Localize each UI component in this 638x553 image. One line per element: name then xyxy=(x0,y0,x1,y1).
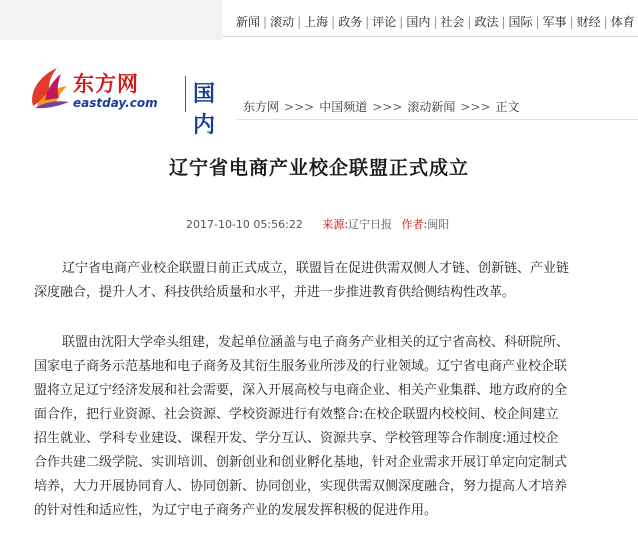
nav-separator: | xyxy=(467,15,472,29)
breadcrumb-china-channel[interactable]: 中国频道 xyxy=(319,100,368,114)
top-nav xyxy=(236,13,635,30)
logo-domain: eastday.com xyxy=(73,96,158,110)
nav-separator: | xyxy=(331,15,336,29)
breadcrumb-scroll-news[interactable]: 滚动新闻 xyxy=(407,100,456,114)
breadcrumb-separator: >>> xyxy=(284,100,315,114)
logo-section-name: 国内 xyxy=(193,82,216,138)
nav-link-society[interactable]: 社会 xyxy=(440,15,465,29)
eastday-logo-icon xyxy=(27,62,71,110)
paragraph-line: 合作共建二级学院、实训培训、创新创业和创业孵化基地，针对企业需求开展订单定向定制式 xyxy=(34,455,568,470)
site-logo[interactable] xyxy=(27,62,227,138)
paragraph-line: 招生就业、学科专业建设、课程开发、学分互认、资源共享、学校管理等合作制度:通过校企 xyxy=(34,431,559,446)
logo-divider xyxy=(185,76,186,112)
nav-separator: | xyxy=(603,15,608,29)
nav-link-comment[interactable]: 评论 xyxy=(372,15,397,29)
breadcrumb-home[interactable]: 东方网 xyxy=(243,100,280,114)
nav-separator: | xyxy=(365,15,370,29)
breadcrumb xyxy=(243,98,520,115)
paragraph-line: 深度融合，提升人才、科技供给质量和水平，并进一步推进教育供给侧结构性改革。 xyxy=(34,285,516,300)
top-bar xyxy=(0,0,638,37)
source-value: 辽宁日报 xyxy=(348,218,393,231)
top-bar-gray-block xyxy=(0,0,222,40)
article-paragraph-1 xyxy=(34,257,612,305)
paragraph-line: 的针对性和适应性，为辽宁电子商务产业的发展发挥积极的促进作用。 xyxy=(34,503,438,518)
nav-separator: | xyxy=(501,15,506,29)
article-meta xyxy=(186,216,455,232)
nav-link-international[interactable]: 国际 xyxy=(508,15,533,29)
nav-link-government[interactable]: 政务 xyxy=(338,15,363,29)
logo-brand-name: 东方网 xyxy=(73,72,139,96)
breadcrumb-separator: >>> xyxy=(372,100,403,114)
nav-link-finance[interactable]: 财经 xyxy=(576,15,601,29)
article-title: 辽宁省电商产业校企联盟正式成立 xyxy=(168,157,469,179)
nav-link-domestic[interactable]: 国内 xyxy=(406,15,431,29)
breadcrumb-current: 正文 xyxy=(495,100,520,114)
nav-link-scroll[interactable]: 滚动 xyxy=(270,15,295,29)
header-divider xyxy=(236,119,638,120)
author-label: 作者: xyxy=(401,218,428,231)
paragraph-line: 国家电子商务示范基地和电子商务及其衍生服务业所涉及的行业领域。辽宁省电商产业校企联 xyxy=(34,359,568,374)
nav-separator: | xyxy=(399,15,404,29)
nav-separator: | xyxy=(535,15,540,29)
article-paragraph-2 xyxy=(34,331,612,523)
breadcrumb-separator: >>> xyxy=(460,100,491,114)
nav-separator: | xyxy=(433,15,438,29)
nav-link-news[interactable]: 新闻 xyxy=(236,15,261,29)
publish-time: 2017-10-10 05:56:22 xyxy=(186,218,303,231)
nav-link-military[interactable]: 军事 xyxy=(542,15,567,29)
paragraph-line: 辽宁省电商产业校企联盟日前正式成立，联盟旨在促进供需双侧人才链、创新链、产业链 xyxy=(62,261,570,276)
paragraph-line: 培养，大力开展协同育人、协同创新、协同创业，实现供需双侧深度融合，努力提高人才培养 xyxy=(34,479,568,494)
nav-separator: | xyxy=(263,15,268,29)
paragraph-line: 面合作，把行业资源、社会资源、学校资源进行有效整合:在校企联盟内校校间、校企间建立 xyxy=(34,407,559,422)
nav-separator: | xyxy=(569,15,574,29)
paragraph-line: 联盟由沈阳大学牵头组建，发起单位涵盖与电子商务产业相关的辽宁省高校、科研院所、 xyxy=(62,335,570,350)
nav-link-sports[interactable]: 体育 xyxy=(610,15,635,29)
nav-link-shanghai[interactable]: 上海 xyxy=(304,15,329,29)
paragraph-line: 盟将立足辽宁经济发展和社会需要，深入开展高校与电商企业、相关产业集群、地方政府的全 xyxy=(34,383,568,398)
nav-link-law[interactable]: 政法 xyxy=(474,15,499,29)
author-value: 闽阳 xyxy=(427,218,450,231)
source-label: 来源: xyxy=(322,218,349,231)
nav-separator: | xyxy=(297,15,302,29)
